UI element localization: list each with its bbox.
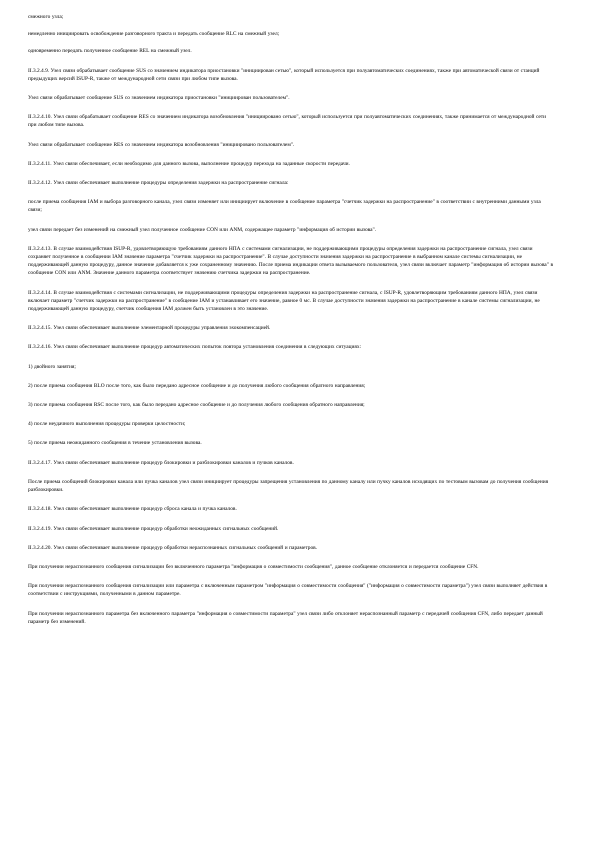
paragraph: II.3.2.4.15. Узел связи обеспечивает выполнение элементарной процедуры управления эхокомпенсацией. (28, 325, 271, 332)
paragraph: II.3.2.4.18. Узел связи обеспечивает выполнение процедур сброса канала и пучка каналов. (28, 506, 237, 513)
paragraph: II.3.2.4.10. Узел связи обрабатывает сообщение RES со значением индикатора возобновления "инициировано сетью", который используется при полуавтоматических соединениях, также принимается от международной сети при любом типе вызова. (28, 114, 547, 129)
paragraph: При получении нераспознанного сообщения сигнализации без включенного параметра "информация о совместимости сообщения", данное сообщение отклоняется и передается сообщение CFN. (28, 563, 479, 570)
paragraph: При получении нераспознанного параметра без включенного параметра "информация о совместимости параметра" узел связи либо отклоняет нераспознанный параметр с передачей сообщения CFN, либо передает данный параметр без изменений. (28, 610, 543, 625)
paragraph: При получении нераспознанного сообщения сигнализации или параметра с включенным параметром "информация о совместимости сообщения" ("информация о совместимости параметра") узел связи выполняет действия в соответствии с инструкциями, полученными в данном параметре. (28, 583, 548, 598)
paragraph: II.3.2.4.16. Узел связи обеспечивает выполнение процедур автоматических попыток повтора установления соединения в следующих ситуациях: (28, 344, 362, 351)
paragraph: 1) двойного занятия; (28, 363, 76, 370)
paragraph: II.3.2.4.12. Узел связи обеспечивает выполнение процедуры определения задержки на распространение сигнала: (28, 180, 289, 187)
paragraph: Узел связи обрабатывает сообщение SUS со значением индикатора приостановки "инициирован пользователем". (28, 95, 290, 102)
paragraph: II.3.2.4.13. В случае взаимодействия ISUP-R, удовлетворяющую требованиям данного НПА с системами сигнализации, не поддерживающими процедуры определения задержки на распространение сигнала, узел связи сохраняет полученное в сообщении IAM значение параметра "счетчик задержки на распространение". В случае доступности значения задержки на распространение в выбранном канале системы сигнализации, не поддерживающей данную процедуру, данное значение добавляется к уже сохраненному значению. После приема индикации ответа вызываемого пользователя, узел связи включает параметр "информация об истории вызова" в сообщение CON или ANM. Значение данного параметра соответствует значению счетчика задержки на распространение. (28, 245, 553, 277)
paragraph: II.3.2.4.11. Узел связи обеспечивает, если необходимо для данного вызова, выполнение процедур перехода на заданные скорости передачи. (28, 160, 350, 167)
paragraph: 5) после приема неожиданного сообщения в течение установления вызова. (28, 440, 202, 447)
paragraph: узел связи передает без изменений на смежный узел полученное сообщение CON или ANM, содержащее параметр "информация об истории вызова". (28, 226, 377, 233)
paragraph: II.3.2.4.17. Узел связи обеспечивает выполнение процедур блокировки и разблокировки каналов и пучков каналов. (28, 459, 294, 466)
paragraph: Узел связи обрабатывает сообщение RES со значением индикатора возобновления "инициировано пользователем". (28, 141, 295, 148)
paragraph: одновременно передать полученное сообщение REL на смежный узел. (28, 48, 192, 55)
paragraph: II.3.2.4.14. В случае взаимодействия с системами сигнализации, не поддерживающими процедуры определения задержки на распространение сигнала, с ISUP-R, удовлетворяющим требованиям данного НПА, узел связи включает параметр "счетчик задержки на распространение" в сообщение IAM и устанавливает его значение, равное 0 мс. В случае доступности значения задержки на распространение в канале системы сигнализации, не поддерживающей данную процедуру, счетчик сообщения IAM должен быть установлен в это значение. (28, 289, 540, 313)
paragraph: после приема сообщения IAM и выбора разговорного канала, узел связи изменяет или инициирует включение в сообщение параметра "счетчик задержки на распространение" в соответствии с внутренними данными узла связи; (28, 199, 541, 214)
paragraph: После приема сообщений блокировки канала или пучка каналов узел связи инициирует процедуры запрещения установления по данному каналу или пучку каналов исходящих по тестовым вызовам до получения сообщения разблокировки. (28, 478, 549, 494)
paragraph: немедленно инициировать освобождение разговорного тракта и передать сообщение RLC на смежный узел; (28, 31, 280, 38)
paragraph: II.3.2.4.19. Узел связи обеспечивает выполнение процедур обработки неожиданных сигнальных сообщений. (28, 525, 279, 532)
paragraph: 2) после приема сообщения BLO после того, как было передано адресное сообщение и до получения любого сообщения обратного направления; (28, 382, 366, 389)
paragraph: 3) после приема сообщения RSC после того, как было передано адресное сообщение и до получения любого сообщения обратного направления; (28, 402, 365, 409)
paragraph: II.3.2.4.9. Узел связи обрабатывает сообщение SUS со значением индикатора приостановки "инициирован сетью", который используется при полуавтоматических соединениях, также при автоматической связи от станций предыдущих версий ISUP-R, также от международной сети связи при любом типе вызова. (28, 67, 540, 82)
paragraph: II.3.2.4.20. Узел связи обеспечивает выполнение процедур обработки нераспознанных сигнальных сообщений и параметров. (28, 544, 318, 551)
paragraph: 4) после неудачного выполнения процедуры проверки целостности; (28, 421, 186, 428)
paragraph: смежного узла; (28, 14, 64, 20)
